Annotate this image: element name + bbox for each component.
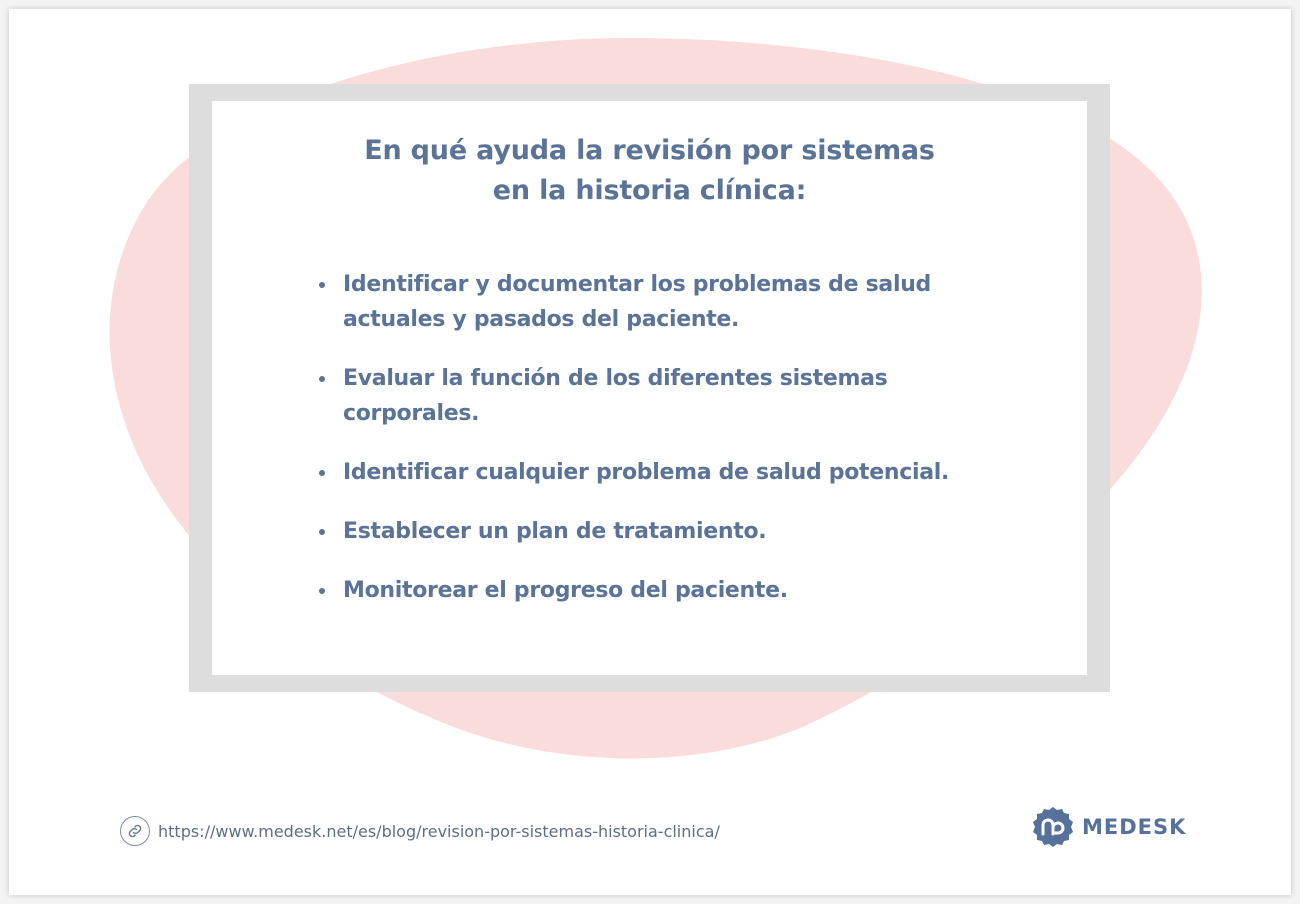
list-item: Identificar y documentar los problemas de salud actuales y pasados del paciente. bbox=[316, 267, 1036, 337]
page-title bbox=[212, 131, 1087, 211]
medesk-brand bbox=[1032, 806, 1186, 848]
list-item: Monitorear el progreso del paciente. bbox=[316, 573, 1036, 608]
list-item: Establecer un plan de tratamiento. bbox=[316, 514, 1036, 549]
bullet-icon bbox=[319, 470, 325, 476]
list-item: Evaluar la función de los diferentes sistemas corporales. bbox=[316, 361, 1036, 431]
benefits-list bbox=[316, 267, 1036, 632]
bullet-icon bbox=[319, 376, 325, 382]
source-url-text: https://www.medesk.net/es/blog/revision-por-sistemas-historia-clinica/ bbox=[158, 821, 720, 841]
bullet-icon bbox=[319, 529, 325, 535]
infographic-card bbox=[9, 9, 1291, 895]
bullet-icon bbox=[319, 588, 325, 594]
title-line-1: En qué ayuda la revisión por sistemas bbox=[364, 135, 935, 166]
brand-name: MEDESK bbox=[1082, 815, 1187, 839]
content-frame bbox=[189, 84, 1110, 692]
bullet-icon bbox=[319, 282, 325, 288]
title-line-2: en la historia clínica: bbox=[492, 175, 807, 206]
content-panel bbox=[212, 101, 1087, 675]
source-url-link[interactable] bbox=[120, 816, 720, 846]
medesk-logo-icon bbox=[1032, 806, 1074, 848]
list-item: Identificar cualquier problema de salud potencial. bbox=[316, 455, 1036, 490]
link-icon bbox=[120, 816, 150, 846]
